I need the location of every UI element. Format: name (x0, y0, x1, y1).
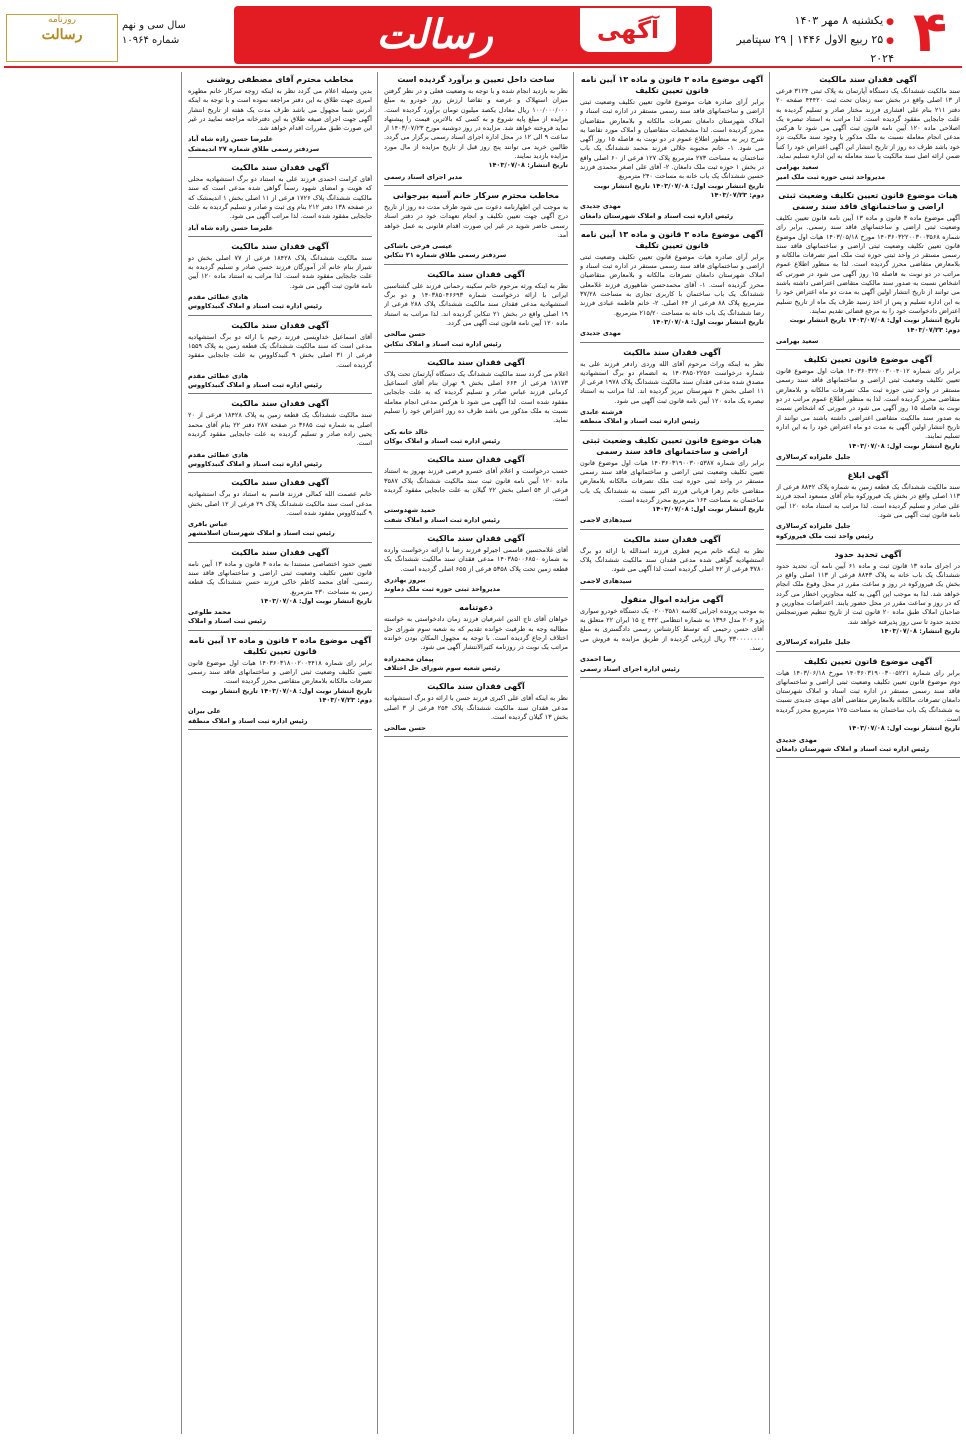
notice-divider (776, 544, 960, 545)
masthead-small: روزنامه (48, 15, 76, 25)
notice-divider (776, 651, 960, 652)
notice-signatory: هادی عطائی مقدم (188, 450, 249, 459)
notice-title: آگهی فقدان سند مالکیت (623, 534, 721, 544)
legal-notice (384, 269, 568, 353)
legal-notice (580, 435, 764, 530)
notice-divider (384, 185, 568, 186)
notice-signatory: جلیل علیزاده کرسالاری (776, 452, 851, 461)
legal-notice (384, 454, 568, 529)
issue-info (122, 18, 232, 48)
notice-title: آگهی فقدان سند مالکیت (427, 682, 525, 692)
legal-notice (384, 681, 568, 737)
notice-divider (580, 224, 764, 225)
legal-notice (384, 74, 568, 186)
notice-office: رئیس ثبت اسناد و املاک شهرستان اسلامشهر (188, 529, 335, 538)
notice-body: برابر رای شماره ۱۴۰۳۶۰۳۱۹۰۰۳۰۰۵۲۲۱ مورخ ۱۴۰۳/۰۶/۱۸ هیات دوم موضوع قانون تعیین تکلیف وضعیت ثبتی اراضی و ساختمانهای فاقد سند رسمی مستقر در اداره ثبت اسناد و املاک شهرستان دامغان تصرفات مالکانه بلامعارض متقاضی آقای مهدی جدیدی نسبت به ششدانگ یک باب ساختمان به مساحت ۱۲۵ مترمربع محرز گردیده است. (776, 668, 960, 724)
notice-body: خواهان آقای تاج الدین اشرفیان فرزند زمان دادخواستی به خواسته مطالبه وجه به طرفیت خوانده تقدیم که به شعبه سوم شورای حل اختلاف ارجاع گردیده است. با توجه به مجهول المکان بودن خوانده مراتب یک نوبت در روزنامه کثیرالانتشار آگهی می شود. (384, 615, 568, 652)
notice-title: آگهی فقدان سند مالکیت (231, 163, 329, 173)
notice-title: آگهی ابلاغ (847, 471, 889, 481)
notice-body: آقای اسماعیل خداویسی فرزند رحیم با ارائه دو برگ استشهادیه مدعی است که سند مالکیت ششدانگ یک قطعه زمین به پلاک ۱۵۵۹ فرعی از ۳۱ اصلی بخش ۹ گنبدکاووس به علت جابجایی مفقود گردیده است. (188, 332, 372, 369)
issue-number: شماره ۱۰۹۶۴ (122, 35, 180, 46)
notice-body: نظر به اینکه وراث مرحوم آقای الله وردی رادفر فرزند علی به شماره درخواست ۱۴۰۳۸۵۰۲۲۵۶ به انضمام دو برگ استشهادیه مصدق شده مدعی فقدان سند مالکیت ششدانگ پلاک ۱۹۷۸ فرعی از ۱۱ اصلی بخش ۴ شهرستان تبریز گردیده اند. لذا مراتب به استناد تبصره یک ماده ۱۲۰ آیین نامه قانون ثبت آگهی می شود. (580, 359, 764, 405)
legal-notice (580, 534, 764, 590)
legal-notice (776, 74, 960, 186)
notice-dates: تاریخ انتشار نوبت اول: ۱۴۰۳/۰۷/۰۸ تاریخ انتشار نوبت دوم: ۱۴۰۳/۰۷/۲۳ (593, 181, 764, 199)
notice-dates: تاریخ انتشار: ۱۴۰۳/۰۷/۰۸ (880, 626, 960, 635)
column-divider (573, 72, 574, 1434)
notice-dates: تاریخ انتشار نوبت اول: ۱۴۰۳/۰۷/۰۸ (848, 441, 960, 450)
notice-office: مدیرواحد ثبتی حوزه ثبت ملک دماوند (384, 585, 501, 594)
notice-dates: تاریخ انتشار نوبت اول: ۱۴۰۳/۰۷/۰۸ (260, 596, 372, 605)
ads-columns (6, 72, 960, 1434)
header-rule (4, 66, 962, 68)
notice-signatory: مهدی جدیدی (776, 735, 817, 744)
notice-body: اعلام می گردد سند مالکیت ششدانگ یک دستگاه آپارتمان تحت پلاک ۱۸۱۷۳ فرعی از ۶۶۴ اصلی بخش ۹ تهران بنام آقای اسماعیل کرمانی فرزند عباس صادر و تسلیم گردیده که به علت جابجایی مفقود شده است. لذا آگهی می شود تا هرکس مدعی انجام معامله نسبت به ملک مذکور می باشد ظرف ده روز اعتراض خود را تسلیم نماید. (384, 369, 568, 425)
legal-notice (188, 320, 372, 395)
notice-body: سند مالکیت ششدانگ یک قطعه زمین به شماره پلاک ۸۸۴۲ فرعی از ۱۱۳ اصلی واقع در بخش یک فیروزکوه بنام آقای مسعود امجد فرزند علی صادر و تسلیم گردیده است. لذا مراتب به استناد ماده ۱۲۰ آیین نامه قانون ثبت آگهی می شود. (776, 483, 960, 519)
notice-signatory: عیسی فرخی باشاکی (384, 242, 453, 251)
legal-notice (384, 190, 568, 265)
notice-body: سند مالکیت ششدانگ یک قطعه زمین به پلاک ۱۸۴۲۸ فرعی از ۲۰ اصلی به شماره ثبت ۳۶۸۵ در صفحه ۲۸۷ دفتر ۲۲ بنام آقای محمد یحیی زاده صادر و تسلیم گردیده به علت جابجایی مفقود گردیده است. (188, 411, 372, 448)
notice-title: آگهی موضوع ماده ۳ قانون و ماده ۱۳ آیین نامه قانون تعیین تکلیف (580, 75, 764, 95)
notice-dates: تاریخ انتشار: ۱۴۰۳/۰۷/۰۸ (488, 161, 568, 170)
notice-body: برابر رای شماره ۱۴۰۳۶۰۳۱۹۰۰۳۰۰۵۳۸۷ هیات اول موضوع قانون تعیین تکلیف وضعیت ثبتی اراضی و ساختمانهای فاقد سند رسمی مستقر در واحد ثبتی حوزه ثبت ملک تصرفات مالکانه بلامعارض متقاضی خانم زهرا قربانی فرزند اکبر نسبت به ششدانگ یک باب ساختمان به مساحت ۱۶۴ مترمربع محرز گردیده است. (580, 458, 764, 504)
issue-year: سال سی و نهم (122, 20, 186, 31)
notice-office: رئیس اداره ثبت اسناد و املاک شهرستان دامغان (776, 744, 930, 753)
notice-body: برابر رای شماره ۱۴۰۳۶۰۳۲۲۰۰۳۰۰۴۰۱۲ هیات اول موضوع قانون تعیین تکلیف وضعیت ثبتی اراضی و ساختمانهای فاقد سند رسمی مستقر در واحد ثبتی حوزه ثبت ملک تصرفات مالکانه و بلامعارض متقاضی محرز گردیده است. لذا به منظور اطلاع عموم مراتب در دو نوبت به فاصله ۱۵ روز آگهی می شود در صورتی که اشخاص نسبت به صدور سند مالکیت متقاضی اعتراضی داشته باشند می توانند از تاریخ انتشار اولین آگهی به مدت دو ماه اعتراض خود را به این اداره تسلیم نمایند. (776, 367, 960, 441)
legal-notice (580, 347, 764, 431)
notice-office: رئیس اداره ثبت اسناد و املاک گنبدکاووس (188, 302, 322, 311)
notice-body: نظر به اینکه آقای علی اکبری فرزند حسن با ارائه دو برگ استشهادیه مدعی فقدان سند مالکیت ششدانگ پلاک ۲۵۴ فرعی از ۳ اصلی بخش ۱۳ گیلان گردیده است. (384, 694, 568, 721)
notice-signatory: مهدی جدیدی (580, 329, 621, 338)
section-title: آگهی (580, 8, 676, 52)
issue-dates: ●یکشنبه ۸ مهر ۱۴۰۳ ●۲۵ ربیع الاول ۱۴۴۶ | ۲۹ سپتامبر ۲۰۲۴ (736, 14, 894, 65)
column-divider (769, 72, 770, 1434)
notice-title: آگهی مزایده اموال منقول (620, 594, 724, 604)
notice-body: خانم عصمت الله کمالی فرزند قاسم به استناد دو برگ استشهادیه مدعی است سند مالکیت ششدانگ پلاک ۲۹ فرعی از ۱۲ اصلی بخش ۹ گنبدکاووس مفقود شده است. (188, 490, 372, 517)
notice-dates: تاریخ انتشار نوبت اول: ۱۴۰۳/۰۷/۰۸ (652, 505, 764, 514)
legal-notice (188, 162, 372, 237)
notice-title: آگهی فقدان سند مالکیت (427, 533, 525, 543)
notice-office: سردفتر رسمی طلاق شماره ۲۱ تنکابن (384, 251, 507, 260)
notice-title: هیات موضوع قانون تعیین تکلیف وضعیت ثبتی اراضی و ساختمانهای فاقد سند رسمی (582, 435, 762, 456)
notice-body: آگهی موضوع ماده ۳ قانون و ماده ۱۳ آیین نامه قانون تعیین تکلیف وضعیت ثبتی اراضی و ساختمانهای فاقد سند رسمی. برابر رای شماره ۱۴۰۳۶۰۳۲۲۰۰۳۰۰۳۵۶۸ مورخ ۱۴۰۳/۰۵/۱۸ هیات اول موضوع قانون تعیین تکلیف وضعیت ثبتی اراضی و ساختمانهای فاقد سند رسمی مستقر در واحد ثبتی حوزه ثبت ملک امیر تصرفات مالکانه و بلامعارض متقاضی محرز گردیده است. لذا به منظور اطلاع عموم مراتب در دو نوبت به فاصله ۱۵ روز آگهی می شود در صورتی که اشخاص نسبت به صدور سند مالکیت متقاضی اعتراضی داشته باشند می توانند از تاریخ انتشار اولین آگهی به مدت دو ماه اعتراض خود را به این اداره تسلیم و پس از اخذ رسید ظرف یک ماه از تاریخ تسلیم اعتراض دادخواست خود را به مرجع قضائی تقدیم نمایند. (776, 213, 960, 315)
legal-notice (580, 74, 764, 225)
notice-title: هیات موضوع قانون تعیین تکلیف وضعیت ثبتی اراضی و ساختمانهای فاقد سند رسمی (778, 190, 958, 211)
notice-title: آگهی فقدان سند مالکیت (427, 455, 525, 465)
notice-title: دعوتنامه (459, 603, 493, 613)
notice-body: نظر به بازدید انجام شده و با توجه به وضعیت فعلی و در نظر گرفتن میزان استهلاک و عرضه و تقاضا ارزش روز خودرو به مبلغ ۱۰۰/۰۰۰/۰۰۰ ریال معادل یکصد میلیون تومان برآورد گردیده است. مزایده از مبلغ پایه شروع و به کسی که بالاترین قیمت را پیشنهاد نماید فروخته خواهد شد. مزایده در روز دوشنبه مورخ ۱۴۰۳/۰۷/۲۳ از ساعت ۹ الی ۱۲ در محل اداره اجرای اسناد رسمی برگزار می گردد. طالبین خرید می توانند پنج روز قبل از تاریخ مزایده از مال مورد مزایده بازدید نمایند. (384, 87, 568, 161)
legal-notice (776, 656, 960, 759)
notice-divider (384, 597, 568, 598)
notice-office: رئیس اداره ثبت اسناد و املاک منطقه (580, 417, 700, 426)
notice-signatory: محمد طلوعی (188, 608, 231, 617)
notice-dates: تاریخ انتشار نوبت اول: ۱۴۰۳/۰۷/۰۸ (652, 317, 764, 326)
notice-divider (384, 528, 568, 529)
notice-title: آگهی موضوع قانون تعیین تکلیف (803, 656, 933, 666)
notice-divider (580, 342, 764, 343)
notice-signatory: علیرضا حسن زاده شاه آباد (188, 223, 273, 232)
notice-body: تعیین حدود اختصاصی مستندا به ماده ۳ قانون و ماده ۱۳ آیین نامه قانون تعیین تکلیف وضعیت ثبتی اراضی و ساختمانهای فاقد سند رسمی. آقای محمد کاظم خاکی فرزند حسن ششدانگ یک قطعه زمین به مساحت ۴۳۰ مترمربع. (188, 559, 372, 596)
notice-signatory: مهدی جدیدی (580, 202, 621, 211)
legal-notice (188, 398, 372, 473)
notice-body: سند مالکیت ششدانگ یک دستگاه آپارتمان به پلاک ثبتی ۳۱۲۴ فرعی از ۱۳ اصلی واقع در بخش سه زنجان تحت ثبت ۴۴۴۲۰ صفحه ۲۰ دفتر ۲۱۱ بنام علی افشاری فرزند مختار صادر و تسلیم گردیده به علت جابجایی مفقود گردیده است. لذا مراتب به استناد تبصره یک اصلاحی ماده ۱۲۰ آیین نامه قانون ثبت آگهی می شود تا هرکس مدعی انجام معامله نسبت به ملک مذکور یا وجود سند مالکیت نزد خود باشد ظرف ده روز از تاریخ انتشار این آگهی اعتراض خود را کتباً ضمن ارائه اصل سند مالکیت یا سند معامله به این اداره تسلیم نماید. (776, 87, 960, 161)
notice-signatory: علی بیران (188, 707, 221, 716)
notice-divider (384, 676, 568, 677)
notice-divider (580, 589, 764, 590)
notice-office: رئیس اداره ثبت اسناد و املاک منطقه (188, 716, 308, 725)
legal-notice (188, 635, 372, 730)
notice-divider (188, 542, 372, 543)
legal-notice (384, 602, 568, 677)
notice-body: بدین وسیله اعلام می گردد نظر به اینکه زوجه سرکار خانم مطهره امیری جهت طلاق به این دفتر مراجعه نموده است و با توجه به اینکه آدرس شما مجهول می باشد ظرف مدت یک هفته از تاریخ انتشار آگهی جهت اجرای صیغه طلاق به این دفترخانه مراجعه نمایید در غیر این صورت طبق مقررات اقدام خواهد شد. (188, 87, 372, 133)
notice-signatory: مدیر اجرای اسناد رسمی (384, 172, 463, 181)
notice-title: آگهی فقدان سند مالکیت (427, 357, 525, 367)
notice-title: مخاطب محترم آقای مصطفی روشنی (206, 75, 354, 84)
notice-title: آگهی فقدان سند مالکیت (427, 269, 525, 279)
notice-title: آگهی موضوع ماده ۳ قانون و ماده ۱۳ آیین نامه قانون تعیین تکلیف (188, 635, 372, 656)
notice-body: برابر آرای صادره هیات موضوع قانون تعیین تکلیف وضعیت ثبتی اراضی و ساختمانهای فاقد سند رسمی مستقر در اداره ثبت اسناد و املاک شهرستان دامغان تصرفات مالکانه و بلامعارض متقاضیان محرز گردیده است. ۱- آقای محمدحسن شاهپوری فرزند غلامعلی ششدانگ یک باب ساختمان با کاربری تجاری به مساحت ۳۷/۲۸ مترمربع پلاک ۸۸ فرعی از ۶۴ اصلی. ۲- خانم فاطمه عبادی فرزند رضا ششدانگ یک باب خانه به مساحت ۲۱۵/۲۰ مترمربع. (580, 252, 764, 317)
notice-signatory: بیروز بهادری (384, 575, 426, 584)
notice-body: به موجب این اظهارنامه دعوت می شود ظرف مدت ده روز از تاریخ درج آگهی جهت تعیین تکلیف و انجام تعهدات خود در دفتر اسناد رسمی حاضر شوید در غیر این صورت اقدام قانونی به عمل خواهد آمد. (384, 202, 568, 239)
notice-divider (580, 430, 764, 431)
notice-title: ساخت داخل تعیین و برآورد گردیده است (397, 75, 555, 84)
notice-divider (580, 677, 764, 678)
notice-signatory: سعید بهرامی (776, 163, 819, 172)
notice-divider (384, 736, 568, 737)
notice-divider (384, 264, 568, 265)
notice-divider (384, 449, 568, 450)
notice-divider (188, 630, 372, 631)
notice-signatory: هادی عطائی مقدم (188, 293, 249, 302)
notice-title: آگهی موضوع ماده ۳ قانون و ماده ۱۳ آیین نامه قانون تعیین تکلیف (580, 229, 764, 250)
date-hijri: ۲۵ ربیع الاول ۱۴۴۶ | ۲۹ سپتامبر ۲۰۲۴ (736, 33, 894, 65)
notice-body: در اجرای ماده ۱۳ قانون ثبت و ماده ۶۱ آیین نامه آن، تحدید حدود ششدانگ یک باب خانه به پلاک ۸۸۴۳ فرعی از ۱۱۳ اصلی واقع در بخش یک فیروزکوه در روز و ساعت مقرر در محل وقوع ملک انجام خواهد شد. لذا به موجب این آگهی به کلیه مجاورین اخطار می گردد که در روز و ساعت مقرر در محل حضور یابند. اعتراضات مجاورین و صاحبان املاک طبق ماده ۲۰ قانون ثبت از تاریخ تنظیم صورتمجلس تحدید حدود تا سی روز پذیرفته خواهد شد. (776, 561, 960, 626)
notice-dates: تاریخ انتشار نوبت اول: ۱۴۰۳/۰۷/۰۸ تاریخ انتشار نوبت دوم: ۱۴۰۳/۰۷/۲۳ (789, 316, 960, 334)
notice-body: آقای کرامت احمدی فرزند علی به استناد دو برگ استشهادیه محلی که هویت و امضای شهود رسماً گواهی شده مدعی است که سند مالکیت ششدانگ پلاک ۱۷۲۶ فرعی از ۱۱ اصلی بخش ۱ اندیمشک که در صفحه ۱۳۸ دفتر ۲۱۲ بنام وی ثبت و صادر و تسلیم گردیده به علت جابجایی مفقود شده است. لذا مراتب آگهی می شود. (188, 175, 372, 221)
notice-body: برابر آرای صادره هیات موضوع قانون تعیین تکلیف وضعیت ثبتی اراضی و ساختمانهای فاقد سند رسمی مستقر در اداره ثبت اسناد و املاک شهرستان دامغان تصرفات مالکانه و بلامعارض متقاضیان محرز گردیده است. لذا مشخصات متقاضیان و املاک مورد تقاضا به شرح زیر به منظور اطلاع عموم در دو نوبت به فاصله ۱۵ روز آگهی می شود. ۱- خانم محبوبه جلالی فرزند محمد ششدانگ یک باب ساختمان به مساحت ۲۷۳ مترمربع پلاک ۱۲۷ فرعی از ۶۰ اصلی واقع در بخش ۱ حوزه ثبت ملک دامغان. ۲- آقای علی اصغر محمدی فرزند حسین ششدانگ یک باب خانه به مساحت ۲۴۰ مترمربع. (580, 98, 764, 181)
notice-divider (188, 236, 372, 237)
ad-column-4 (188, 72, 372, 1434)
notice-body: سند مالکیت ششدانگ پلاک ۱۸۴۲۸ فرعی از ۷۷ اصلی بخش دو شیراز بنام خانم آذر آمورگان فرزند حسن صادر و تسلیم گردیده به علت جابجایی مفقود شده است. لذا مراتب به استناد ماده ۱۲۰ آیین نامه قانون ثبت آگهی می شود. (188, 253, 372, 290)
legal-notice (188, 547, 372, 631)
legal-notice (384, 533, 568, 598)
legal-notice (580, 229, 764, 343)
notice-signatory: هادی عطائی مقدم (188, 371, 249, 380)
section-banner (234, 6, 712, 64)
notice-office: سردفتر رسمی طلاق شماره ۲۷ اندیمشک (188, 144, 320, 153)
ad-column-2 (580, 72, 764, 1434)
notice-signatory: رضا احمدی (580, 655, 616, 664)
notice-body: به موجب پرونده اجرایی کلاسه ۰۲۰۰۳۵۸۱ یک دستگاه خودرو سواری پژو ۲۰۶ مدل ۱۳۹۶ به شماره انتظامی ۴۴۲ ج ۱۵ ایران ۲۲ متعلق به آقای حسن رحیمی که توسط کارشناس رسمی دادگستری به مبلغ ۳۳۰۰۰۰۰۰۰۰ ریال ارزیابی گردیده از طریق مزایده به فروش می رسد. (580, 606, 764, 653)
notice-divider (776, 757, 960, 758)
notice-signatory: حمید شهدوستی (384, 506, 436, 515)
notice-signatory: حسن صالحی (384, 724, 426, 733)
notice-divider (188, 315, 372, 316)
date-persian: یکشنبه ۸ مهر ۱۴۰۳ (794, 14, 884, 27)
column-divider (181, 72, 182, 1434)
legal-notice (188, 477, 372, 542)
notice-divider (188, 157, 372, 158)
legal-notice (384, 357, 568, 450)
masthead-big: رسالت (41, 27, 83, 43)
notice-title: آگهی فقدان سند مالکیت (231, 241, 329, 251)
notice-title: آگهی فقدان سند مالکیت (623, 347, 721, 357)
notice-office: رئیس اداره ثبت اسناد و املاک شهرستان دامغان (580, 211, 734, 220)
notice-title: آگهی فقدان سند مالکیت (231, 320, 329, 330)
ad-column-3 (384, 72, 568, 1434)
notice-office: مدیرواحد ثبتی حوزه ثبت ملک امیر (776, 172, 886, 181)
notice-signatory: سیدهادی لاجمی (580, 576, 632, 585)
notice-title: آگهی موضوع قانون تعیین تکلیف (803, 355, 933, 365)
notice-title: آگهی فقدان سند مالکیت (231, 547, 329, 557)
notice-office: رئیس واحد ثبت ملک فیروزکوه (776, 531, 874, 540)
notice-body: برابر رای شماره ۱۴۰۳۶۰۳۱۸۰۰۲۰۰۴۴۱۸ هیات اول موضوع قانون تعیین تکلیف وضعیت ثبتی اراضی و ساختمانهای فاقد سند رسمی تصرفات مالکانه بلامعارض متقاضی محرز گردیده است. (188, 658, 372, 686)
notice-office: رئیس شعبه سوم شورای حل اختلاف (384, 663, 501, 672)
notice-title: آگهی فقدان سند مالکیت (231, 399, 329, 409)
notice-divider (188, 472, 372, 473)
notice-signatory: جلیل علیزاده کرسالاری (776, 522, 851, 531)
notice-signatory: فرشته عابدی (580, 408, 623, 417)
legal-notice (776, 470, 960, 545)
notice-dates: تاریخ انتشار نوبت اول: ۱۴۰۳/۰۷/۰۸ تاریخ انتشار نوبت دوم: ۱۴۰۳/۰۷/۲۳ (201, 686, 372, 704)
column-divider (377, 72, 378, 1434)
notice-divider (776, 465, 960, 466)
notice-signatory: جلیل علیزاده کرسالاری (776, 638, 851, 647)
notice-office: رئیس اداره ثبت اسناد و املاک گنبدکاووس (188, 381, 322, 390)
notice-divider (776, 349, 960, 350)
notice-signatory: حسن صالحی (384, 330, 426, 339)
page-header (4, 0, 962, 66)
notice-office: رئیس اداره ثبت اسناد و املاک شفت (384, 515, 500, 524)
notice-office: رئیس اداره ثبت اسناد و املاک تنکابن (384, 339, 502, 348)
notice-signatory: علیرضا حسن زاده شاه آباد (188, 135, 273, 144)
ad-column-5 (6, 72, 176, 1434)
notice-title: آگهی فقدان سند مالکیت (231, 478, 329, 488)
notice-divider (188, 729, 372, 730)
notice-divider (188, 393, 372, 394)
notice-office: رئیس اداره ثبت اسناد و املاک گنبدکاووس (188, 459, 322, 468)
masthead-logo (6, 14, 118, 62)
notice-body: آقای غلامحسین قاسمی اجیرلو فرزند رضا با ارائه درخواست وارده به شماره ۱۴۰۳۸۵۰۰۶۸۵۰ مدعی فقدان سند مالکیت ششدانگ یک قطعه زمین تحت پلاک ۵۳۵۸ فرعی از ۶۵۵ اصلی گردیده است. (384, 545, 568, 573)
notice-signatory: پیمان محمدزاده (384, 654, 434, 663)
notice-divider (580, 529, 764, 530)
notice-divider (384, 352, 568, 353)
notice-office: رئیس اداره ثبت اسناد و املاک بوکان (384, 436, 501, 445)
notice-signatory: خالد خانه بکی (384, 427, 429, 436)
notice-title: آگهی تحدید حدود (834, 549, 902, 559)
legal-notice (776, 190, 960, 350)
notice-body: نظر به اینکه خانم مریم قطری فرزند اسدالله با ارائه دو برگ استشهادیه گواهی شده مدعی فقدان سند مالکیت ششدانگ پلاک ۳۷۸۰ فرعی از ۴۲ اصلی گردیده است لذا آگهی می شود. (580, 546, 764, 574)
notice-divider (776, 185, 960, 186)
notice-office: رئیس ثبت اسناد و املاک (188, 617, 266, 626)
legal-notice (776, 354, 960, 466)
newspaper-logo: رسالت (376, 11, 493, 58)
notice-title: آگهی فقدان سند مالکیت (819, 75, 917, 84)
notice-body: حسب درخواست و اعلام آقای خسرو فرضی فرزند بهروز به استناد ماده ۱۲۰ آیین نامه قانون ثبت سند مالکیت ششدانگ پلاک ۳۵۸۷ فرعی از ۵۴ اصلی بخش ۲۲ گیلان به علت جابجایی مفقود گردیده است. (384, 467, 568, 504)
notice-signatory: عباس باقری (188, 520, 228, 529)
legal-notice (580, 594, 764, 678)
page-number: ۴ (912, 0, 948, 65)
notice-title: مخاطب محترم سرکار خانم آسیه بیرجوانی (392, 190, 560, 200)
notice-body: نظر به اینکه ورثه مرحوم خانم سکینه رحمانی فرزند علی گشتاسبی ایرانی با ارائه درخواست شماره ۱۴۰۳۸۵۰۴۶۶۹۳ و دو برگ استشهادیه مدعی فقدان سند مالکیت ششدانگ پلاک ۲۸۸ فرعی از ۱۹ اصلی واقع در بخش ۲۱ تنکابن گردیده اند. لذا مراتب به استناد ماده ۱۲۰ آیین نامه قانون ثبت آگهی می گردد. (384, 281, 568, 327)
notice-office: رئیس اداره اجرای اسناد رسمی (580, 664, 680, 673)
legal-notice (188, 74, 372, 158)
notice-signatory: سیدهادی لاجمی (580, 516, 632, 525)
ad-column-1 (776, 72, 960, 1434)
notice-signatory: سعید بهرامی (776, 336, 819, 345)
legal-notice (776, 549, 960, 652)
notice-dates: تاریخ انتشار نوبت اول: ۱۴۰۳/۰۷/۰۸ (848, 724, 960, 733)
legal-notice (188, 241, 372, 316)
